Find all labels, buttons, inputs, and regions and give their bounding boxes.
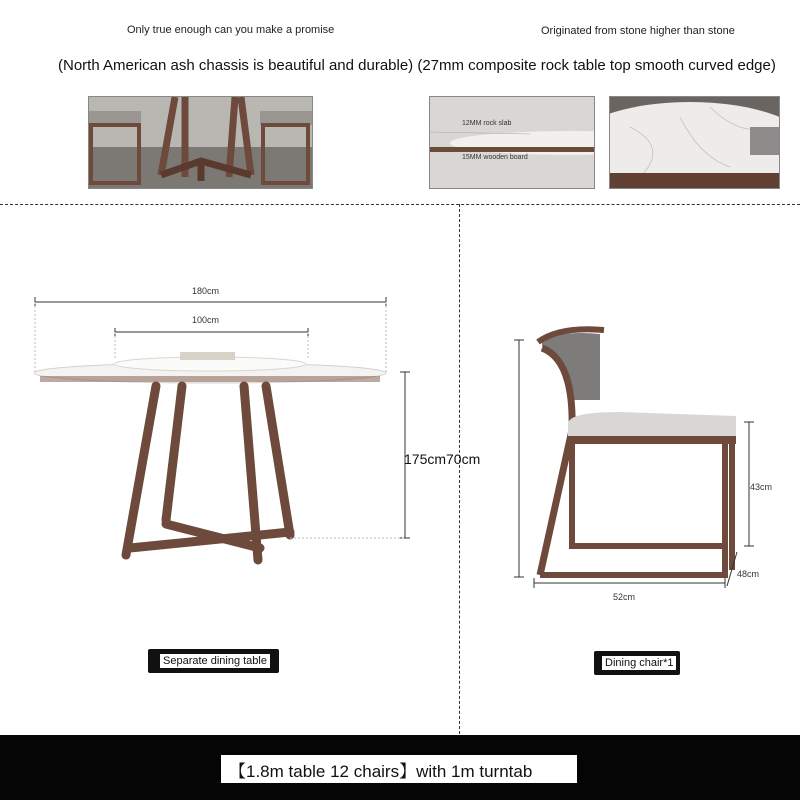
- chair-depth-label: 48cm: [737, 569, 760, 579]
- table-caption-text: Separate dining table: [160, 654, 270, 668]
- table-drawing: [0, 280, 459, 580]
- footer-title: 【1.8m table 12 chairs】with 1m turntab: [221, 755, 577, 783]
- turntable-width-label: 100cm: [192, 315, 220, 325]
- table-width-label: 180cm: [192, 286, 220, 296]
- chair-caption: [594, 651, 680, 675]
- footer-bar: [0, 735, 800, 800]
- tabletop-section-photo: [429, 96, 595, 189]
- chair-width-label: 52cm: [613, 592, 636, 602]
- marble-detail-photo: [609, 96, 780, 189]
- table-caption: [148, 649, 279, 673]
- chair-drawing: [500, 320, 790, 610]
- section-divider-vertical: [459, 204, 460, 734]
- slab-label: 12MM rock slab: [462, 120, 512, 127]
- table-leg-photo: [88, 96, 313, 189]
- right-tagline: Originated from stone higher than stone: [541, 25, 735, 37]
- section-divider-horizontal: [0, 204, 800, 205]
- left-tagline: Only true enough can you make a promise: [127, 24, 335, 36]
- chair-caption-text: Dining chair*1: [602, 656, 676, 670]
- chair-seat-height-label: 43cm: [750, 482, 773, 492]
- table-height-label: 175cm70cm: [404, 451, 481, 467]
- headline: (North American ash chassis is beautiful and durable) (27mm composite rock table top smooth curved edge): [58, 57, 776, 74]
- board-label: 15MM wooden board: [462, 154, 528, 161]
